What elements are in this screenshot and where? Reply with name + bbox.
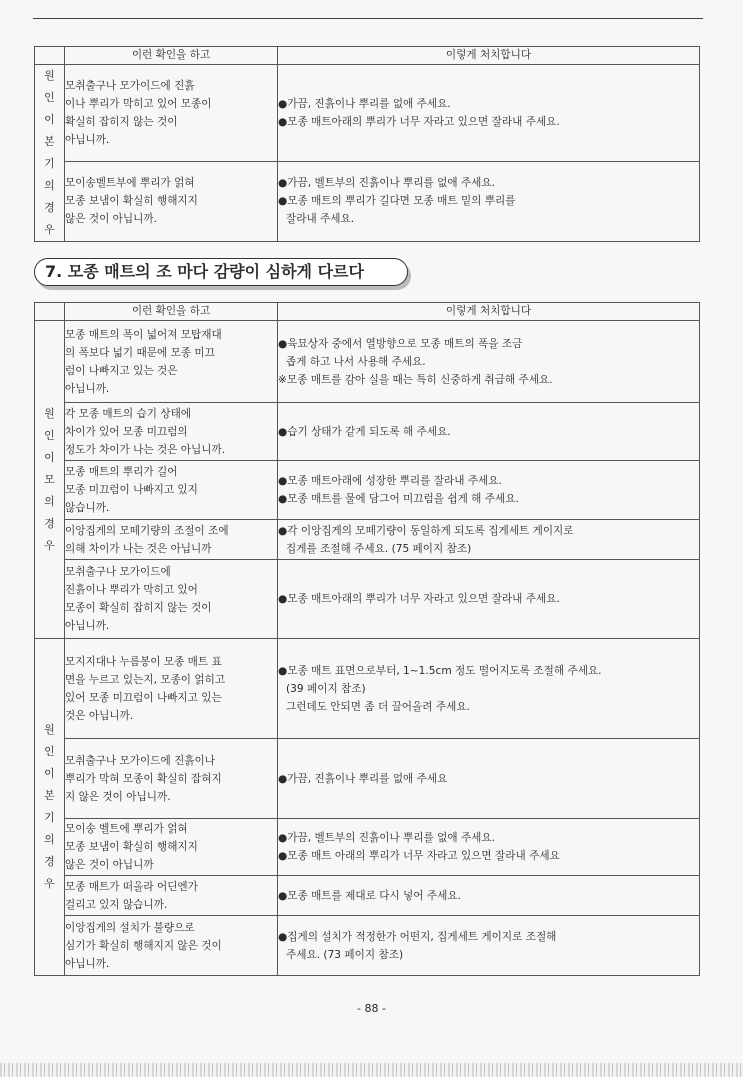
table-row — [35, 403, 700, 461]
top-rule — [33, 18, 703, 19]
action-cell: ●습기 상태가 같게 되도록 해 주세요. — [278, 403, 700, 461]
action-cell: ●모종 매트 표면으로부터, 1~1.5cm 정도 떨어지도록 조절해 주세요. (39 페이지 참조) 그런데도 안되면 좀 더 끌어올려 주세요. — [278, 639, 700, 739]
action-cell: ●집게의 설치가 적정한가 어떤지, 집게세트 게이지로 조절해 주세요. (73 페이지 참조) — [278, 916, 700, 976]
check-cell: 모이송 벨트에 뿌리가 얽혀 모종 보냄이 확실히 행해지지 않은 것이 아닙니까 — [65, 819, 278, 876]
action-cell: ●모종 매트아래의 뿌리가 너무 자라고 있으면 잘라내 주세요. — [278, 560, 700, 639]
action-cell: ●가끔, 벨트부의 진흙이나 뿌리를 없애 주세요. ●모종 매트 아래의 뿌리가 너무 자라고 있으면 잘라내 주세요 — [278, 819, 700, 876]
check-cell: 모취출구나 모가이드에 진흙이나 뿌리가 막히고 있어 모종이 확실히 잡히지 않는 것이 아닙니까. — [65, 560, 278, 639]
page-number: - 88 - — [357, 1002, 386, 1015]
header-check: 이런 확인을 하고 — [65, 303, 278, 321]
action-cell: ●각 이앙집게의 모떼기량이 동일하게 되도록 집게세트 게이지로 집게를 조절해 주세요. (75 페이지 참조) — [278, 520, 700, 560]
scan-edge-strip — [0, 1063, 743, 1077]
action-cell: ●모종 매트를 제대로 다시 넣어 주세요. — [278, 876, 700, 916]
cause-side-label-seedling: 원 인 이 모 의 경 우 — [35, 321, 65, 639]
check-cell: 모종 매트가 떠올라 어딘엔가 걸리고 있지 않습니까. — [65, 876, 278, 916]
table-row — [35, 461, 700, 520]
action-cell: ●가끔, 진흙이나 뿌리를 없애 주세요. ●모종 매트아래의 뿌리가 너무 자라고 있으면 잘라내 주세요. — [278, 65, 700, 162]
table-row — [35, 520, 700, 560]
table-row — [35, 560, 700, 639]
troubleshooting-table-2 — [34, 302, 700, 976]
table-header-row — [35, 303, 700, 321]
check-cell: 이앙집게의 모떼기량의 조절이 조에 의해 차이가 나는 것은 아닙니까 — [65, 520, 278, 560]
table-header-row — [35, 47, 700, 65]
action-cell: ●가끔, 진흙이나 뿌리를 없애 주세요 — [278, 739, 700, 819]
table-row — [35, 161, 700, 241]
check-cell: 이앙집게의 설치가 불량으로 심기가 확실히 행해지지 않은 것이 아닙니까. — [65, 916, 278, 976]
action-cell: ●모종 매트아래에 성장한 뿌리를 잘라내 주세요. ●모종 매트를 물에 담그어 미끄럼을 쉽게 해 주세요. — [278, 461, 700, 520]
table-row — [35, 639, 700, 739]
table-row — [35, 65, 700, 162]
header-check: 이런 확인을 하고 — [65, 47, 278, 65]
section-title: 7. 모종 매트의 조 마다 감량이 심하게 다르다 — [34, 258, 408, 286]
table-header-corner — [35, 47, 65, 65]
action-cell: ●가끔, 벨트부의 진흙이나 뿌리를 없애 주세요. ●모종 매트의 뿌리가 길다면 모종 매트 밑의 뿌리를 잘라내 주세요. — [278, 161, 700, 241]
table-row — [35, 916, 700, 976]
table-header-corner — [35, 303, 65, 321]
check-cell: 모취출구나 모가이드에 진흙이나 뿌리가 막혀 모종이 확실히 잡혀지 지 않은 것이 아닙니까. — [65, 739, 278, 819]
check-cell: 모종 매트의 뿌리가 길어 모종 미끄럼이 나빠지고 있지 않습니까. — [65, 461, 278, 520]
check-cell: 모종 매트의 폭이 넓어져 모탑재대 의 폭보다 넓기 때문에 모종 미끄 럼이 나빠지고 있는 것은 아닙니까. — [65, 321, 278, 403]
check-cell: 모이송벨트부에 뿌리가 얽혀 모종 보냄이 확실히 행해지지 않은 것이 아닙니까. — [65, 161, 278, 241]
check-cell: 모취출구나 모가이드에 진흙 이나 뿌리가 막히고 있어 모종이 확실히 잡히지 않는 것이 아닙니까. — [65, 65, 278, 162]
cause-side-label: 원 인 이 본 기 의 경 우 — [35, 65, 65, 242]
table-row — [35, 819, 700, 876]
header-action: 이렇게 처치합니다 — [278, 303, 700, 321]
action-cell: ●육묘상자 중에서 열방향으로 모종 매트의 폭을 조금 좁게 하고 나서 사용해 주세요. ※모종 매트를 감아 실을 때는 특히 신중하게 취급해 주세요. — [278, 321, 700, 403]
check-cell: 각 모종 매트의 습기 상태에 차이가 있어 모종 미끄럼의 정도가 차이가 나는 것은 아닙니까. — [65, 403, 278, 461]
table-row — [35, 739, 700, 819]
cause-side-label-machine: 원 인 이 본 기 의 경 우 — [35, 639, 65, 976]
troubleshooting-table-1 — [34, 46, 700, 242]
header-action: 이렇게 처치합니다 — [278, 47, 700, 65]
check-cell: 모지지대나 누름봉이 모종 매트 표 면을 누르고 있는지, 모종이 얽히고 있어 모종 미끄럼이 나빠지고 있는 것은 아닙니까. — [65, 639, 278, 739]
table-row — [35, 321, 700, 403]
table-row — [35, 876, 700, 916]
